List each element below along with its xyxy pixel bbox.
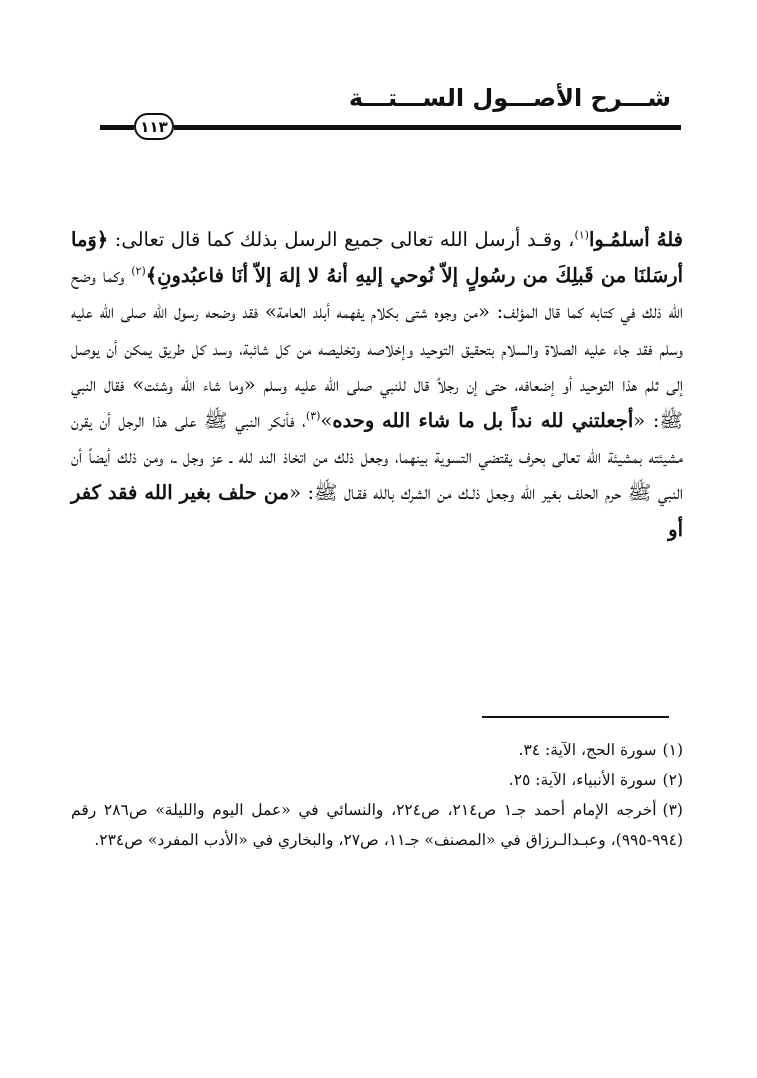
main-text [71, 222, 683, 548]
text-line: ـ عز وجل ـ، ومن ذلك أيضاً أن النبي ﷺ حرم الحلف بغير الله وجعل [71, 445, 683, 505]
quran-quote: أنَا فاعبُدونِ﴾ [145, 264, 249, 288]
footnote-3 [71, 795, 683, 855]
footnote-ref-3: (٣) [305, 409, 321, 423]
text-line: ، فأنكر النبي ﷺ على هذا الرجل أن يقرن مشيئته بمشيئة [71, 409, 683, 469]
text-line: » [320, 409, 333, 433]
text-line: وتخليصه من كل شائبة، وسد كل طريق يمكن أن يوصل إلى ثلم هذا [71, 336, 684, 396]
hadith-quote: أجعلتني لله نداً بل ما شاء الله [381, 409, 634, 433]
page-number-text: ١١٣ [140, 117, 168, 136]
text-line: ذلـك من الشرك بالله فقـال ﷺ: « [289, 481, 481, 505]
footnote-number: (٢) [662, 771, 683, 789]
text-line: التوحيد أو إضعافه، حتى إن رجلاً قال للنبي صلى الله عليه وسلم [263, 372, 615, 396]
text-line: ، وقـد أرسل الله تعالى جميع الرسل بذلك كما قال [170, 228, 575, 251]
text-line: عليه وسلم فقد جاء عليه الصلاة والسلام بتحقيق التوحيد وإخلاصه [71, 300, 683, 360]
quran-quote: فلهُ أسلمُـوا [588, 228, 683, 251]
running-title: شـــرح الأصـــول الســـتـــة [348, 84, 671, 112]
footnote-text: أخرجه الإمام أحمد جـ١ ص٢١٤، ص٢٢٤، والنسائي في «عمل اليوم والليلة» ص٢٨٦ رقم (٩٩٤-٩٩٥)، وعبـدالـرزاق في «المصنف» جـ١١، ص٢٧، والبخاري في «الأدب المفرد» ص٢٣٤. [71, 801, 683, 849]
text-line: وكما وضح الله ذلك في كتابه كما قال المؤلف: «من [71, 264, 683, 324]
quran-quote: ﴿وَما أرسَلنَا من قَبلِكَ من رسُولٍ إلاّ نُوحي إليهِ أنهُ لا إلهَ إلاّ [71, 228, 684, 288]
hadith-quote: من حلف بغير الله فقد كفر أو [71, 481, 683, 541]
footnote-ref-1: (١) [574, 228, 589, 242]
header-rule-end [100, 125, 134, 130]
hadith-quote: وحده [332, 409, 375, 433]
text-line: «وما شاء الله وشئت» فقال النبي ﷺ: « [71, 372, 683, 433]
footnote-number: (١) [662, 741, 683, 759]
footnote-text: سورة الحج، الآية: ٣٤. [518, 741, 657, 759]
footnote-2 [71, 765, 683, 795]
footnote-text: سورة الأنبياء، الآية: ٢٥. [508, 771, 657, 789]
page-number [134, 113, 174, 140]
text-line: وجوه شتى بكلام يفهمه أبلد العامة» فقد وضحه رسول الله صلى الله [99, 300, 457, 324]
footnote-1 [71, 735, 683, 765]
footnotes [71, 735, 683, 855]
text-line: الله تعالى بحرف يقتضي التسوية بينهما، وجعل ذلك من اتخاذ الند لله [238, 445, 601, 469]
footnote-separator [482, 716, 669, 718]
text-line: تعالى: [108, 228, 165, 251]
header-rule [174, 125, 681, 130]
footnote-ref-2: (٢) [131, 264, 146, 278]
footnote-number: (٣) [662, 801, 683, 819]
